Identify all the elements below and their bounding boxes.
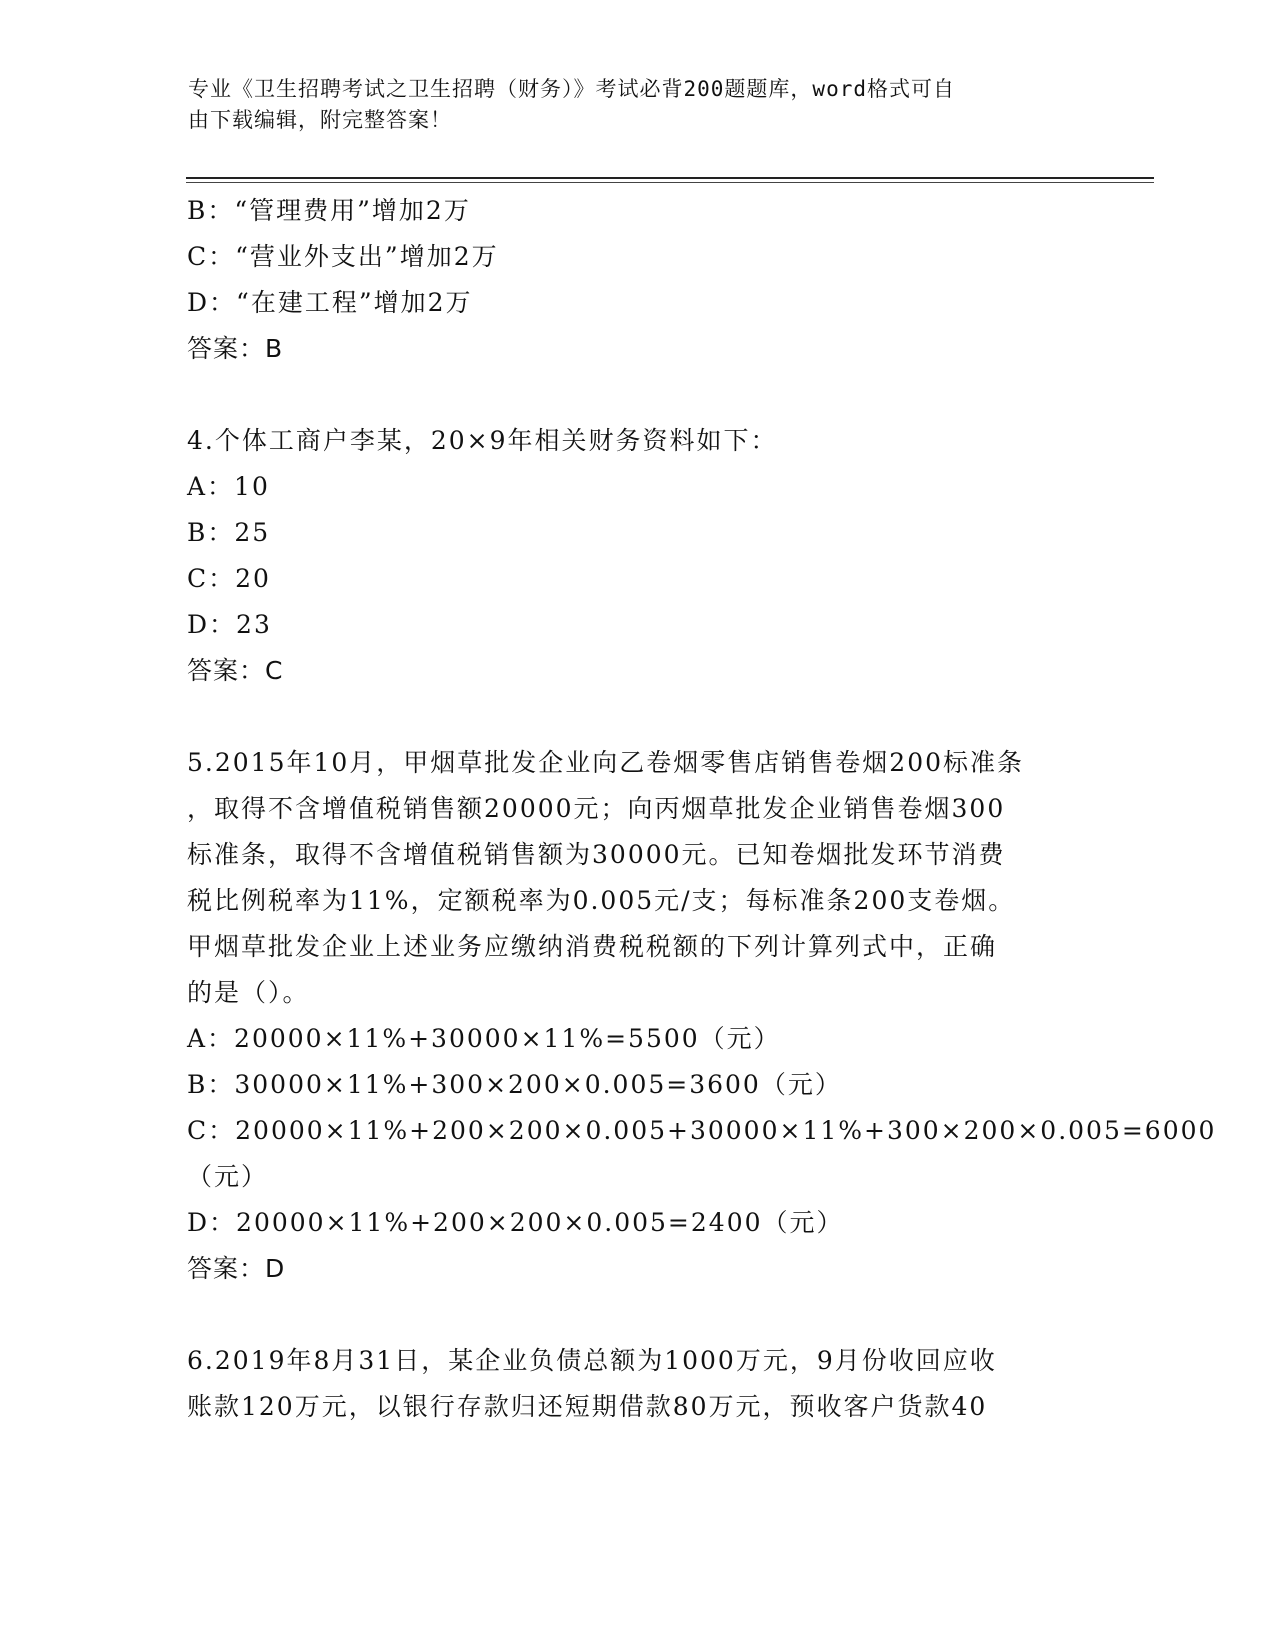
- question-stem: 4.个体工商户李某，20×9年相关财务资料如下：: [187, 426, 778, 455]
- spacer: [187, 372, 1087, 418]
- answer-line: 答案：B: [187, 334, 284, 363]
- option-c: C：“营业外支出”增加2万: [187, 242, 499, 271]
- question-stem-line: ，取得不含增值税销售额20000元；向丙烟草批发企业销售卷烟300: [187, 794, 1006, 823]
- question-stem-line: 税比例税率为11%，定额税率为0.005元/支；每标准条200支卷烟。: [187, 886, 1016, 915]
- header-divider-thick: [186, 177, 1154, 179]
- spacer: [187, 1292, 1087, 1338]
- answer-line: 答案：D: [187, 1254, 286, 1283]
- question-5: [187, 740, 1217, 1292]
- question-6: [187, 1338, 1087, 1430]
- option-b: B：25: [187, 518, 271, 547]
- option-a: A：10: [187, 472, 270, 501]
- option-b: B：“管理费用”增加2万: [187, 196, 471, 225]
- option-a: A：20000×11%+30000×11%=5500（元）: [187, 1024, 781, 1053]
- option-c: C：20000×11%+200×200×0.005+30000×11%+300×200×0.005=6000: [187, 1116, 1217, 1145]
- spacer: [187, 694, 1087, 740]
- header-line-1: 专业《卫生招聘考试之卫生招聘（财务）》考试必背200题题库，word格式可自: [188, 77, 955, 101]
- answer-line: 答案：C: [187, 656, 284, 685]
- option-d: D：“在建工程”增加2万: [187, 288, 473, 317]
- header-divider-thin: [186, 182, 1154, 183]
- question-stem-line: 6.2019年8月31日，某企业负债总额为1000万元，9月份收回应收: [187, 1346, 997, 1375]
- header-line-2: 由下载编辑，附完整答案！: [188, 108, 452, 132]
- option-d: D：20000×11%+200×200×0.005=2400（元）: [187, 1208, 844, 1237]
- option-d: D：23: [187, 610, 272, 639]
- option-c-continuation: （元）: [187, 1162, 269, 1191]
- question-4: [187, 418, 1087, 694]
- document-body: [187, 188, 1217, 1430]
- question-stem-line: 甲烟草批发企业上述业务应缴纳消费税税额的下列计算列式中，正确: [187, 932, 998, 961]
- question-stem-line: 5.2015年10月，甲烟草批发企业向乙卷烟零售店销售卷烟200标准条: [187, 748, 1025, 777]
- option-c: C：20: [187, 564, 271, 593]
- document-header: [188, 74, 1088, 136]
- option-b: B：30000×11%+300×200×0.005=3600（元）: [187, 1070, 842, 1099]
- question-stem-line: 的是（）。: [187, 978, 310, 1007]
- question-3-remainder: [187, 188, 1087, 372]
- question-stem-line: 标准条，取得不含增值税销售额为30000元。已知卷烟批发环节消费: [187, 840, 1006, 869]
- question-stem-line: 账款120万元，以银行存款归还短期借款80万元，预收客户货款40: [187, 1392, 988, 1421]
